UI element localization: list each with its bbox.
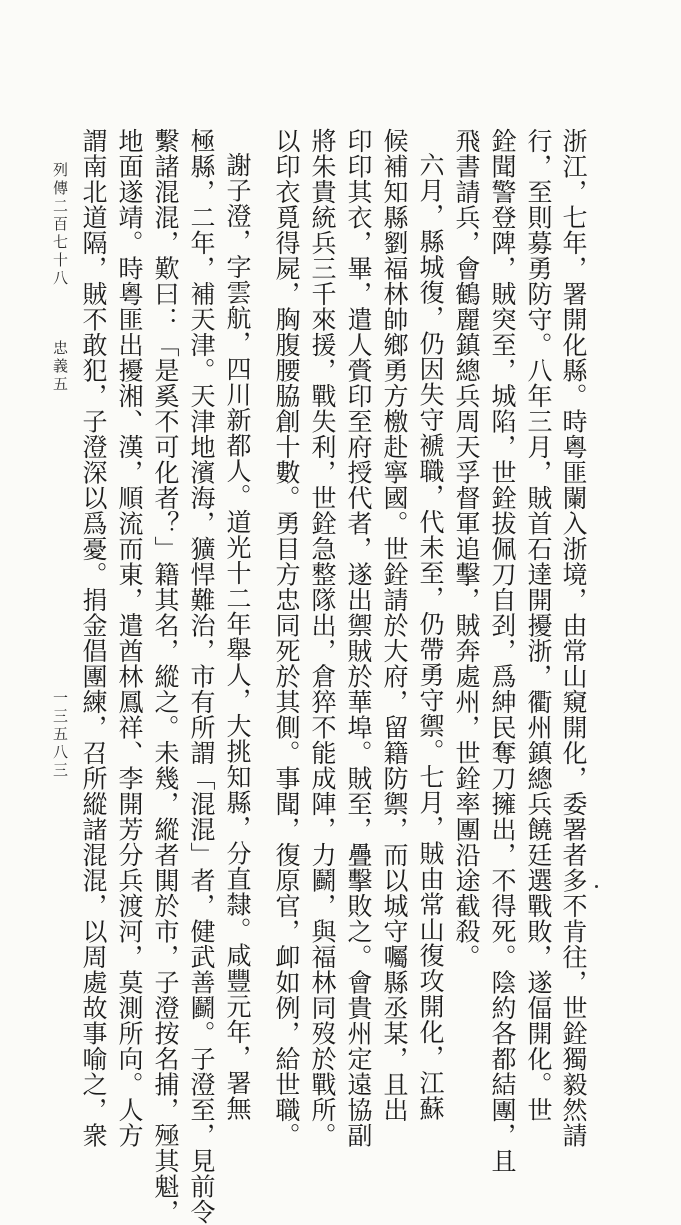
text-column: 地面遂靖。時粵匪出擾湘、漢，順流而東，遣酋林鳳祥、李開芳分兵渡河，莫測所向。人方 (115, 128, 144, 1148)
text-column: 行，至則募勇防守。八年三月，賊首石達開擾浙，衢州鎮總兵饒廷選戰敗，遂偪開化。世 (524, 128, 553, 1123)
running-header-title: 列傳二百七十八 (51, 162, 69, 288)
text-column: 銓聞警登陴，賊突至，城陷，世銓拔佩刀自刭，爲紳民奪刀擁出，不得死。陰約各都結團，且 (488, 128, 517, 1174)
running-header-section: 忠義五 (51, 340, 69, 394)
page-number: 一三五八三 (51, 690, 69, 780)
text-column: 謂南北道隔，賊不敢犯，子澄深以爲憂。捐金倡團練，召所縱諸混混，以周處故事喻之，衆 (79, 128, 108, 1148)
text-column: 印印其衣，畢，遣人賫印至府授代者，遂出禦賊於華埠。賊至，疊擊敗之。會貴州定遠協副 (344, 128, 373, 1148)
text-column: 繫諸混混，歎曰：「是奚不可化者？」籍其名，縱之。未幾，縱者閧於市，子澄按名捕，殛其魁， (151, 128, 180, 1225)
text-column: 極縣，二年，補天津。天津地濱海，獷悍難治，市有所謂「混混」者，健武善鬬。子澄至，見前令 (187, 128, 216, 1225)
text-column: 候補知縣劉福林帥鄉勇方檄赴寧國。世銓請於大府，留籍防禦，而以城守囑縣丞某，且出 (380, 128, 409, 1123)
text-column: 浙江，七年，署開化縣。時粵匪闌入浙境，由常山窺開化，委署者多不肯往，世銓獨毅然請 (559, 128, 588, 1148)
text-column: 將朱貴統兵三千來援，戰失利，世銓急整隊出，倉猝不能成陣，力鬬，與福林同歿於戰所。 (308, 128, 337, 1148)
text-column: 六月，縣城復，仍因失守褫職，代未至，仍帶勇守禦。七月，賊由常山復攻開化，江蘇 (416, 152, 445, 1121)
text-column: 謝子澄，字雲航，四川新都人。道光十二年舉人，大挑知縣，分直隸。咸豐元年，署無 (223, 152, 252, 1121)
text-column: 飛書請兵，會鶴麗鎮總兵周天孚督軍追擊，賊奔處州，世銓率團沿途截殺。 (452, 128, 481, 970)
text-column: 以印衣覓得屍，胸腹腰脇創十數。勇目方忠同死於其側。事聞，復原官，卹如例，給世職。 (272, 128, 301, 1148)
speck (595, 885, 598, 888)
